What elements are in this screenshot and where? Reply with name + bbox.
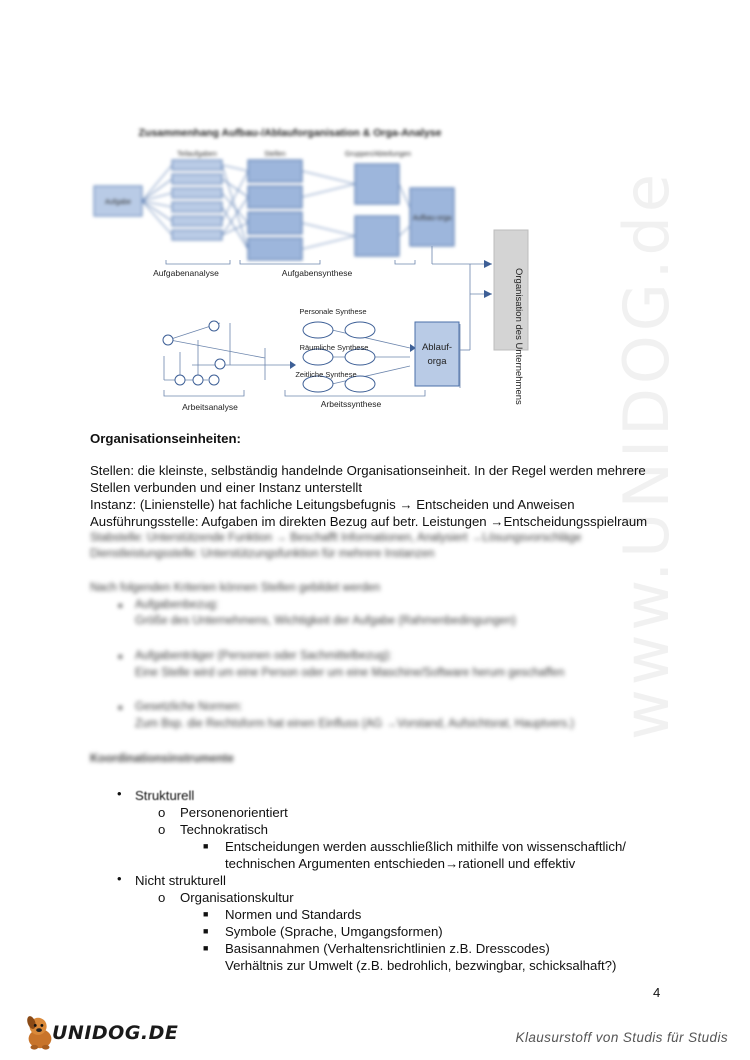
square-bullet: ■ [203, 841, 209, 851]
paragraph-ausfuehrungsstelle: Ausführungsstelle: Aufgaben im direkten Bezug auf betr. Leistungen →Entscheidungsspielraum [90, 514, 648, 529]
item-nicht-strukturell: Nicht strukturell [135, 873, 226, 888]
bullet-dot: • [117, 786, 122, 801]
page-number: 4 [653, 985, 661, 1000]
section-heading: Organisationseinheiten: [90, 431, 241, 446]
item-verhaeltnis-umwelt: Verhältnis zur Umwelt (z.B. bedrohlich, bezwingbar, schicksalhaft?) [225, 958, 617, 973]
column-stellen: Stellen [264, 151, 286, 158]
bullet-dot: • [118, 649, 123, 664]
label-aufgabenanalyse: Aufgabenanalyse [153, 268, 219, 278]
item-personenorientiert: Personenorientiert [180, 805, 288, 820]
label-arbeitssynthese: Arbeitssynthese [320, 399, 382, 409]
square-bullet: ■ [203, 926, 209, 936]
blurred-kriterien: Nach folgenden Kriterien können Stellen gebildet werden [90, 582, 381, 594]
item-entscheidungen-1: Entscheidungen werden ausschließlich mithilfe von wissenschaftlich/ [225, 839, 626, 854]
blurred-stabstelle: Stabstelle: Unterstützende Funktion → Beschafft Informationen, Analysiert →Lösungsvorschläge [90, 532, 582, 544]
watermark-text: www.UNIDOG.de [610, 170, 683, 740]
sub-bullet-o: o [158, 822, 166, 837]
blurred-aufgabenbezug: Aufgabenbezug: [135, 599, 219, 611]
sub-bullet-o: o [158, 805, 166, 820]
label-personale-synthese: Personale Synthese [299, 307, 367, 316]
side-label-organisation: Organisation des Unternehmens [513, 268, 524, 405]
box-aufbau: Aufbau-orga [412, 215, 452, 222]
item-technokratisch: Technokratisch [180, 822, 268, 837]
box-aufgabe: Aufgabe [104, 199, 132, 206]
bullet-dot: • [117, 871, 122, 886]
column-gruppen: Gruppen/Abteilungen [344, 151, 412, 158]
paragraph-stellen-1: Stellen: die kleinste, selbständig handelnde Organisationseinheit. In der Regel werden mehrere [90, 463, 646, 478]
item-organisationskultur: Organisationskultur [180, 890, 294, 905]
box-ablauf-line1: Ablauf- [421, 342, 453, 353]
bullet-dot: • [118, 700, 123, 715]
square-bullet: ■ [203, 943, 209, 953]
square-bullet: ■ [203, 909, 209, 919]
blurred-groesse: Größe des Unternehmens, Wichtigkeit der Aufgabe (Rahmenbedingungen) [135, 615, 516, 627]
label-zeitliche-synthese: Zeitliche Synthese [295, 370, 357, 379]
diagram-svg [80, 118, 550, 418]
logo-text: UNIDOG.DE [52, 1022, 179, 1044]
label-raeumliche-synthese: Räumliche Synthese [299, 343, 369, 352]
column-teilaufgaben: Teilaufgaben [177, 151, 217, 158]
organisation-diagram [80, 118, 550, 418]
paragraph-instanz: Instanz: (Linienstelle) hat fachliche Leitungsbefugnis → Entscheiden und Anweisen [90, 497, 575, 512]
blurred-rechtsform: Zum Bsp. die Rechtsform hat einen Einfluss (AG →Vorstand, Aufsichtsrat, Hauptvers.) [135, 718, 575, 730]
paragraph-stellen-2: Stellen verbunden und einer Instanz unterstellt [90, 480, 362, 495]
box-ablauf-line2: orga [427, 356, 447, 367]
label-aufgabensynthese: Aufgabensynthese [281, 268, 353, 278]
blurred-person-maschine: Eine Stelle wird um eine Person oder um eine Maschine/Software herum geschaffen [135, 667, 565, 679]
blurred-aufgabentraeger: Aufgabenträger (Personen oder Sachmittelbezug): [135, 650, 392, 662]
label-arbeitsanalyse: Arbeitsanalyse [182, 402, 238, 412]
blurred-koordinationsinstrumente: Koordinationsinstrumente [90, 753, 234, 765]
diagram-upper-blurred [94, 127, 454, 260]
footer-tagline: Klausurstoff von Studis für Studis [515, 1030, 728, 1045]
blurred-dienstleistungsstelle: Dienstleistungsstelle: Unterstützungsfunktion für mehrere Instanzen [90, 548, 435, 560]
item-basisannahmen: Basisannahmen (Verhaltensrichtlinien z.B. Dresscodes) [225, 941, 550, 956]
item-normen: Normen und Standards [225, 907, 362, 922]
blurred-gesetzliche-normen: Gesetzliche Normen: [135, 701, 243, 713]
item-entscheidungen-2: technischen Argumenten entschieden→rationell und effektiv [225, 856, 576, 871]
item-symbole: Symbole (Sprache, Umgangsformen) [225, 924, 443, 939]
diagram-title: Zusammenhang Aufbau-/Ablauforganisation & Orga-Analyse [138, 127, 442, 139]
item-strukturell: Strukturell [135, 788, 195, 803]
bullet-dot: • [118, 598, 123, 613]
sub-bullet-o: o [158, 890, 166, 905]
